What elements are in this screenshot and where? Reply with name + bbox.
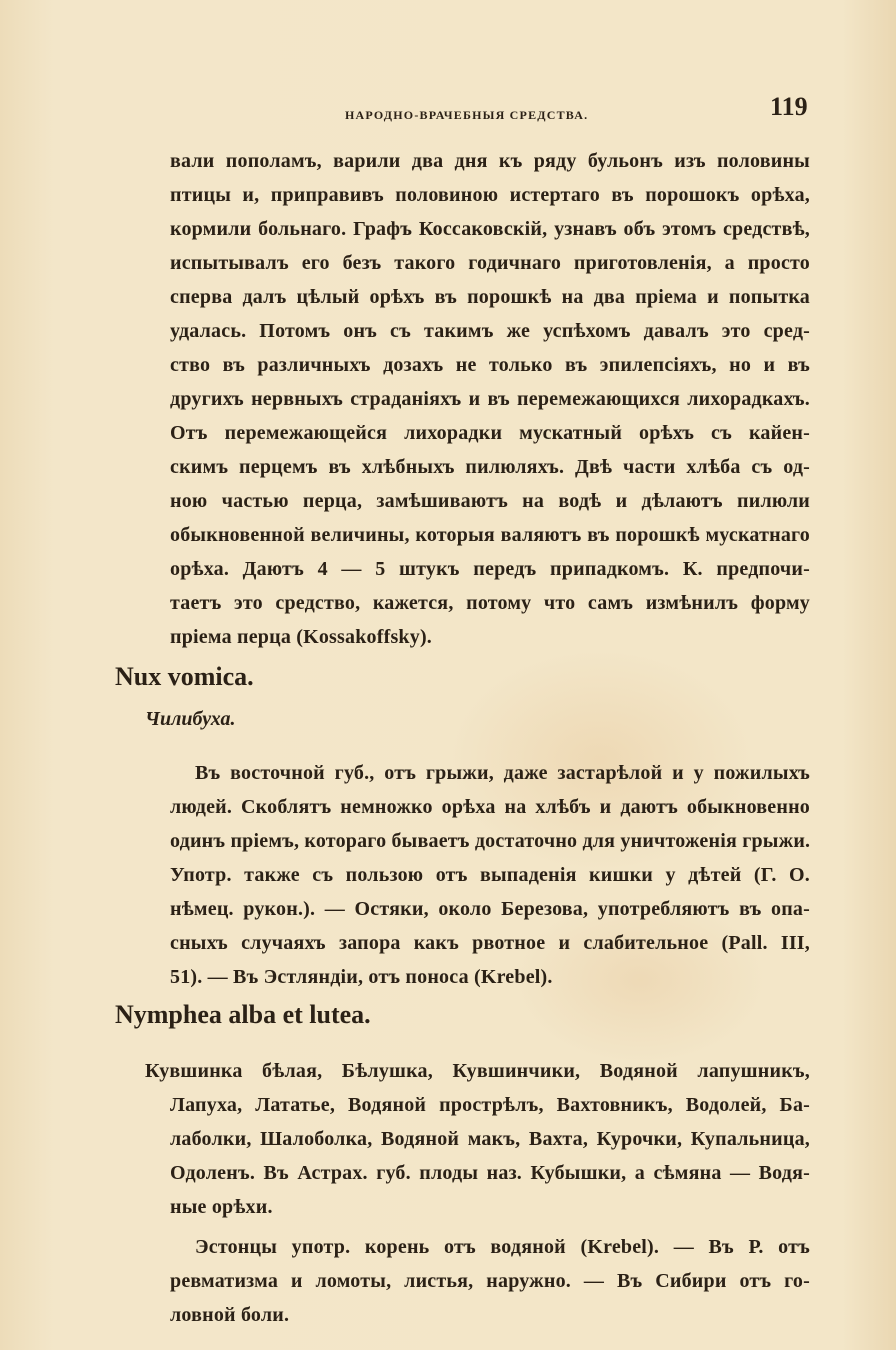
- text-line: ревматизма и ломоты, листья, наружно. — Въ Сибири отъ го-: [170, 1270, 810, 1292]
- text-line: одинъ пріемъ, котораго бываетъ достаточно для уничтоженія грыжи.: [170, 830, 811, 852]
- text-line: лаболки, Шалоболка, Водяной макъ, Вахта, Курочки, Купальница,: [170, 1128, 810, 1150]
- text-line: Въ восточной губ., отъ грыжи, даже застарѣлой и у пожилыхъ: [195, 762, 810, 784]
- text-line: ною частью перца, замѣшиваютъ на водѣ и дѣлаютъ пилюли: [170, 490, 810, 512]
- text-line: пріема перца (Kossakoffsky).: [170, 626, 433, 648]
- text-line: вали пополамъ, варили два дня къ ряду бульонъ изъ половины: [170, 150, 810, 172]
- text-line: нѣмец. рукон.). — Остяки, около Березова, употребляютъ въ опа-: [170, 898, 810, 920]
- section-title: Nymphea alba et lutea.: [115, 1000, 371, 1029]
- text-line: таетъ это средство, кажется, потому что самъ измѣнилъ форму: [170, 592, 810, 614]
- text-line: кормили больнаго. Графъ Коссаковскій, узнавъ объ этомъ средствѣ,: [170, 218, 810, 240]
- text-line: Кувшинка бѣлая, Бѣлушка, Кувшинчики, Водяной лапушникъ,: [145, 1060, 810, 1082]
- text-line: птицы и, приправивъ половиною истертаго въ порошокъ орѣха,: [170, 184, 810, 206]
- section-subtitle: Чилибуха.: [145, 708, 236, 730]
- text-line: удалась. Потомъ онъ съ такимъ же успѣхомъ давалъ это сред-: [170, 320, 810, 342]
- text-line: Лапуха, Лататье, Водяной прострѣлъ, Вахтовникъ, Водолей, Ба-: [170, 1094, 810, 1116]
- text-line: ство въ различныхъ дозахъ не только въ эпилепсіяхъ, но и въ: [170, 354, 810, 376]
- text-line: Одоленъ. Въ Астрах. губ. плоды наз. Кубышки, а сѣмяна — Водя-: [170, 1162, 810, 1184]
- text-line: 51). — Въ Эстляндіи, отъ поноса (Krebel).: [170, 966, 553, 988]
- text-line: обыкновенной величины, которыя валяютъ въ порошкѣ мускатнаго: [170, 524, 810, 546]
- section-title: Nux vomica.: [115, 662, 254, 691]
- text-line: Отъ перемежающейся лихорадки мускатный орѣхъ съ кайен-: [170, 422, 810, 444]
- text-line: ные орѣхи.: [170, 1196, 273, 1218]
- text-line: другихъ нервныхъ страданіяхъ и въ перемежающихся лихорадкахъ.: [170, 388, 810, 410]
- text-line: сныхъ случаяхъ запора какъ рвотное и слабительное (Pall. III,: [170, 932, 810, 954]
- text-line: Эстонцы употр. корень отъ водяной (Krebel). — Въ Р. отъ: [195, 1236, 810, 1258]
- text-line: скимъ перцемъ въ хлѣбныхъ пилюляхъ. Двѣ части хлѣба съ од-: [170, 456, 810, 478]
- page-number: 119: [770, 92, 808, 121]
- text-line: ловной боли.: [170, 1304, 290, 1326]
- running-head: НАРОДНО-ВРАЧЕБНЫЯ СРЕДСТВА.: [345, 108, 589, 122]
- text-line: людей. Скоблятъ немножко орѣха на хлѣбъ и даютъ обыкновенно: [170, 796, 810, 818]
- text-line: испытывалъ его безъ такого годичнаго приготовленія, а просто: [170, 252, 810, 274]
- text-line: сперва далъ цѣлый орѣхъ въ порошкѣ на два пріема и попытка: [170, 286, 810, 308]
- text-line: орѣха. Даютъ 4 — 5 штукъ передъ припадкомъ. К. предпочи-: [170, 558, 810, 580]
- text-line: Употр. также съ пользою отъ выпаденія кишки у дѣтей (Г. О.: [170, 864, 810, 886]
